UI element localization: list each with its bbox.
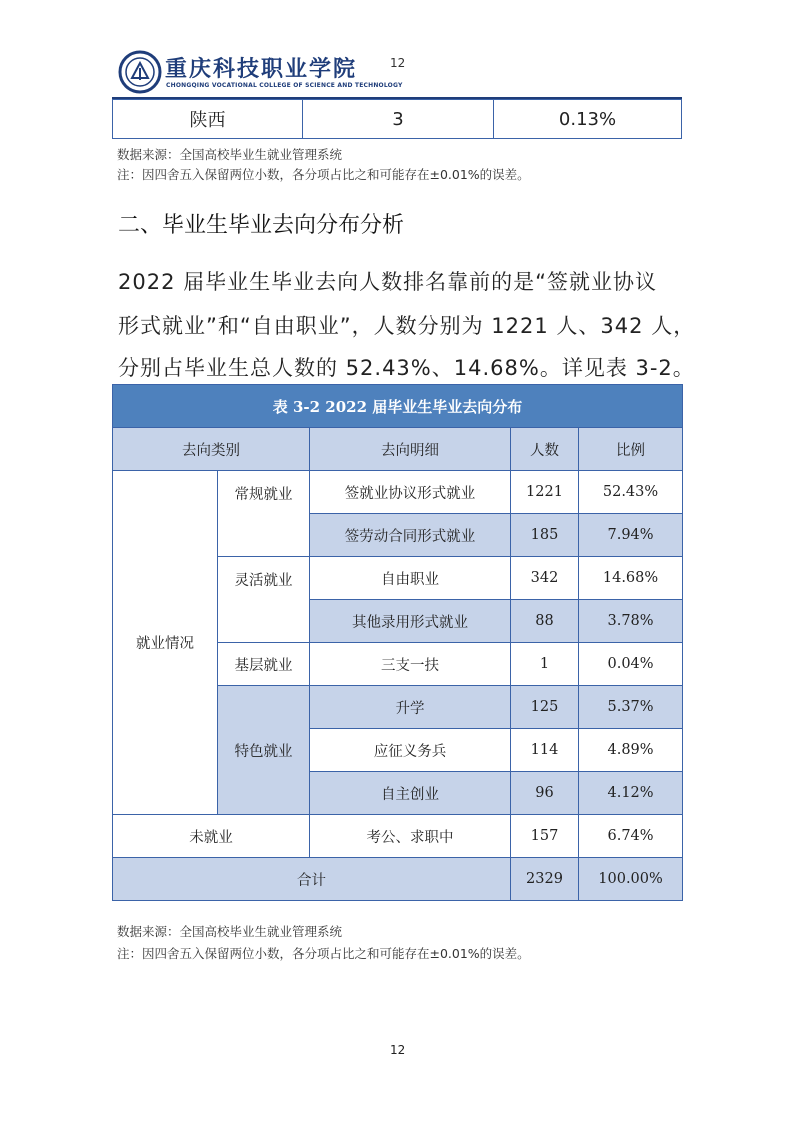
header-page-number: 12 (390, 56, 406, 70)
header-count: 人数 (511, 428, 579, 471)
region-cell: 陕西 (113, 100, 303, 139)
detail-cell: 升学 (310, 686, 511, 729)
ratio-cell: 4.12% (579, 772, 683, 815)
count-cell: 157 (511, 815, 579, 858)
section-title: 二、毕业生毕业去向分布分析 (118, 213, 405, 238)
ratio-cell: 6.74% (579, 815, 683, 858)
detail-cell: 其他录用形式就业 (310, 600, 511, 643)
data-source-note: 数据来源：全国高校毕业生就业管理系统 (117, 147, 343, 162)
school-name: 重庆科技职业学院 (165, 56, 358, 82)
count-cell: 125 (511, 686, 579, 729)
group-grassroots: 基层就业 (218, 643, 310, 686)
count-cell: 342 (511, 557, 579, 600)
count-cell: 114 (511, 729, 579, 772)
table-row (113, 100, 682, 139)
count-cell: 3 (303, 100, 494, 139)
total-ratio: 100.00% (579, 858, 683, 901)
table-row (113, 815, 683, 858)
total-label: 合计 (113, 858, 511, 901)
paragraph-line: 2022 届毕业生毕业去向人数排名靠前的是“签就业协议 (118, 270, 657, 294)
unemployed-category-cell: 未就业 (113, 815, 310, 858)
detail-cell: 签就业协议形式就业 (310, 471, 511, 514)
page-number: 12 (390, 1043, 406, 1057)
table-row (113, 471, 683, 514)
header-category: 去向类别 (113, 428, 310, 471)
count-cell: 88 (511, 600, 579, 643)
detail-cell: 考公、求职中 (310, 815, 511, 858)
school-logo (118, 50, 162, 94)
group-special: 特色就业 (218, 686, 310, 815)
continued-table (112, 99, 682, 139)
total-row (113, 858, 683, 901)
rounding-note: 注：因四舍五入保留两位小数，各分项占比之和可能存在±0.01%的误差。 (117, 167, 530, 182)
ratio-cell: 52.43% (579, 471, 683, 514)
ratio-cell: 4.89% (579, 729, 683, 772)
rounding-note: 注：因四舍五入保留两位小数，各分项占比之和可能存在±0.01%的误差。 (117, 946, 530, 961)
detail-cell: 三支一扶 (310, 643, 511, 686)
header-detail: 去向明细 (310, 428, 511, 471)
detail-cell: 签劳动合同形式就业 (310, 514, 511, 557)
ratio-cell: 7.94% (579, 514, 683, 557)
paragraph-line: 形式就业”和“自由职业”，人数分别为 1221 人、342 人， (118, 314, 696, 338)
count-cell: 96 (511, 772, 579, 815)
detail-cell: 自由职业 (310, 557, 511, 600)
table-header-row (113, 428, 683, 471)
school-name-english: CHONGQING VOCATIONAL COLLEGE OF SCIENCE AND TECHNOLOGY (166, 82, 403, 89)
destination-table (112, 384, 683, 901)
header-ratio: 比例 (579, 428, 683, 471)
detail-cell: 自主创业 (310, 772, 511, 815)
table-title: 表 3-2 2022 届毕业生毕业去向分布 (113, 385, 683, 428)
data-source-note: 数据来源：全国高校毕业生就业管理系统 (117, 924, 343, 939)
employed-category-cell: 就业情况 (113, 471, 218, 815)
count-cell: 1221 (511, 471, 579, 514)
ratio-cell: 3.78% (579, 600, 683, 643)
paragraph-line: 分别占毕业生总人数的 52.43%、14.68%。详见表 3-2。 (118, 356, 695, 380)
detail-cell: 应征义务兵 (310, 729, 511, 772)
ratio-cell: 14.68% (579, 557, 683, 600)
count-cell: 185 (511, 514, 579, 557)
group-regular: 常规就业 (218, 471, 310, 557)
table-title-row (113, 385, 683, 428)
count-cell: 1 (511, 643, 579, 686)
percent-cell: 0.13% (494, 100, 682, 139)
ratio-cell: 0.04% (579, 643, 683, 686)
ratio-cell: 5.37% (579, 686, 683, 729)
group-flexible: 灵活就业 (218, 557, 310, 643)
total-count: 2329 (511, 858, 579, 901)
